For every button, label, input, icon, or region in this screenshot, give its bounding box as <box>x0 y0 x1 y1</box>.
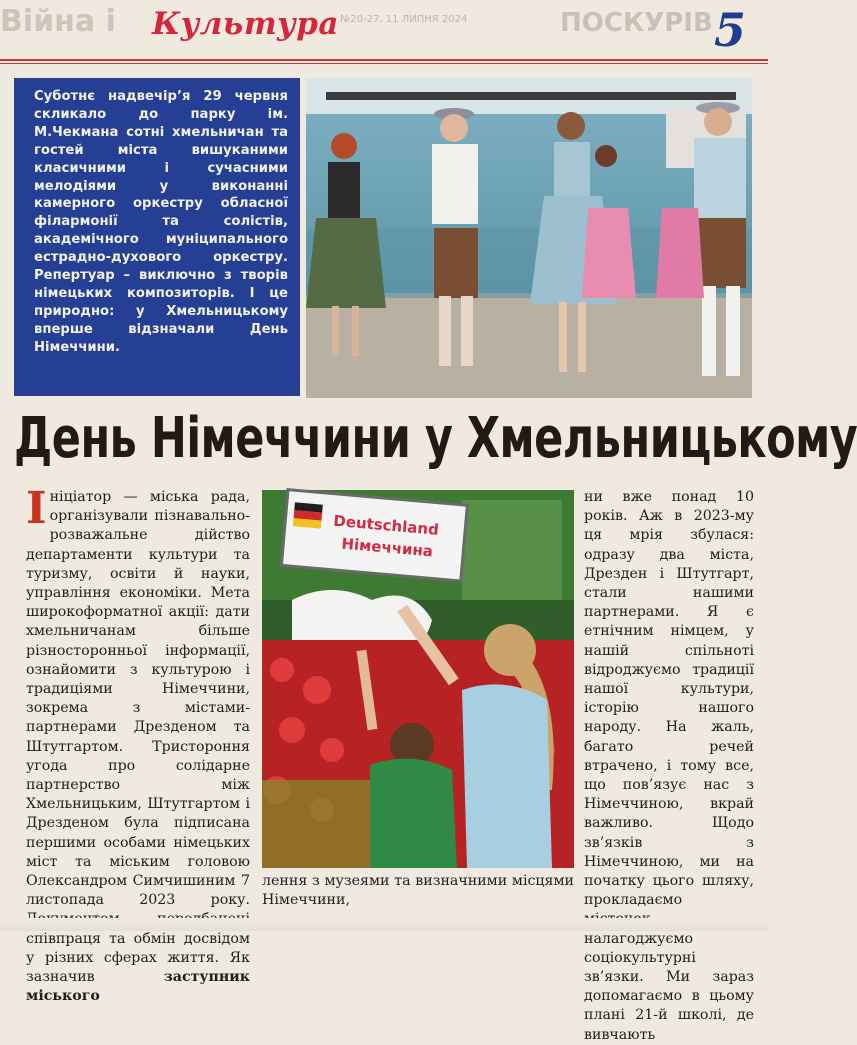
bleed-through-text: Війна і <box>0 4 116 39</box>
header-rule <box>0 59 768 61</box>
column-2-text: лення з музеями та визначними місцями Німеччини, <box>262 873 574 909</box>
sign-text-de: Deutschland <box>332 511 440 539</box>
bleed-through-masthead: ПОСКУРІВ <box>560 8 713 38</box>
page-bottom-edge <box>0 918 768 931</box>
column-3-text: ни вже понад 10 років. Аж в 2023-му ця мрія збулася: одразу два міста, Дрезден і Штутгарт, стали нашими партнерами. Я є етнічним німцем, у нашій спільноті відроджуємо традиції нашої культури, історію нашого народу. На жаль, багато речей втрачено, і тому все, що пов’язує нас з Німеччиною, вкрай важливо. Щодо зв’язків з Німеччиною, ми на початку цього шляху, прокладаємо налагоджуємо соціокультурні зв’язки. Ми зараз допомагаємо в цьому плані 21-й школі, де вивчають <box>584 489 754 1043</box>
dancers-illustration <box>306 78 752 398</box>
page-number: 5 <box>713 3 746 57</box>
drop-cap: І <box>26 483 47 534</box>
article-column-3 <box>584 488 754 1045</box>
section-label: Культура <box>152 6 339 42</box>
headline: День Німеччини у Хмельницькому <box>14 406 857 472</box>
photo-dancers <box>306 78 752 398</box>
column-1-bold-text: заступник міського <box>26 969 250 1005</box>
column-1-text: ніціатор — міська рада, організували пізнавально-розважальне дійство департаменти культури та туризму, освіти й науки, управління економіки. Мета широкоформатної акції: дати хмельничанам більше різносторонньої інформації, ознайомити з культурою і традиціями Німеччини, зокрема з містами-партнерами Дрезденом та Штутгартом. Тристороння угода про солідарне партнерство між Хмельницьким, Штутгартом і Дрезденом була підписана першими особами німецьких міст та міським головою Олександром Симчишиним 7 листопада 2023 року. співпраця та обмін досвідом у різних сферах життя. Як зазначив <box>26 489 250 986</box>
header-rule-thin <box>0 63 768 64</box>
article-column-2 <box>262 872 574 910</box>
bleed-through-date: №20-27, 11 ЛИПНЯ 2024 <box>340 14 468 25</box>
photo-children-sign <box>262 490 574 868</box>
lead-box <box>14 78 300 396</box>
page-header <box>0 0 768 62</box>
lead-text: Суботнє надвечір’я 29 червня скликало до парку ім. М.Чекмана сотні хмельничан та гостей міста вишуканими класичними і сучасними мелодіями у виконанні камерного оркестру обласної філармонії та солістів, академічного муніципального естрадно-духового оркестру. Репертуар – виключно з творів німецьких композиторів. І це природно: у Хмельницькому вперше відзначали День Німеччини. <box>34 89 288 355</box>
children-illustration <box>262 490 574 868</box>
sign-text-ua: Німеччина <box>340 534 434 561</box>
